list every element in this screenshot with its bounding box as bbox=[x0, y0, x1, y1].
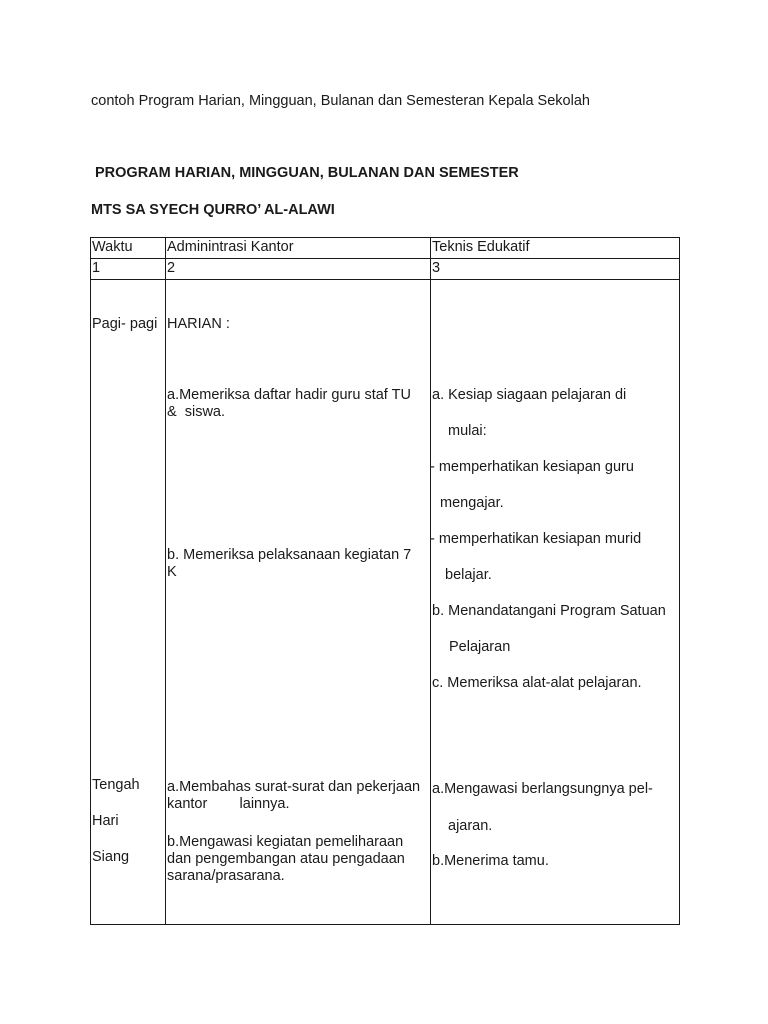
header-teknis: Teknis Edukatif bbox=[432, 239, 530, 255]
intro-text: contoh Program Harian, Mingguan, Bulanan dan Semesteran Kepala Sekolah bbox=[91, 93, 590, 109]
teknis-c-line1: c. Memeriksa alat-alat pelajaran. bbox=[432, 675, 642, 691]
admin-siang-a-line2: kantor lainnya. bbox=[167, 796, 290, 812]
admin-siang-a-line1: a.Membahas surat-surat dan pekerjaan bbox=[167, 779, 421, 795]
teknis-a-line3: - memperhatikan kesiapan guru bbox=[430, 459, 634, 475]
teknis-a-line6: belajar. bbox=[445, 567, 492, 583]
waktu-siang: Siang bbox=[92, 849, 130, 865]
admin-item-b-line1: b. Memeriksa pelaksanaan kegiatan 7 bbox=[167, 547, 412, 563]
teknis-a-line1: a. Kesiap siagaan pelajaran di bbox=[432, 387, 627, 403]
number-col-3: 3 bbox=[432, 260, 441, 276]
admin-item-a-line1: a.Memeriksa daftar hadir guru staf TU bbox=[167, 387, 411, 403]
waktu-pagi: Pagi- pagi bbox=[92, 316, 158, 332]
teknis-siang-a-line1: a.Mengawasi berlangsungnya pel- bbox=[432, 781, 653, 797]
waktu-tengah: Tengah bbox=[92, 777, 140, 793]
waktu-hari: Hari bbox=[92, 813, 119, 829]
row-divider-header bbox=[91, 258, 679, 259]
school-name: MTS SA SYECH QURRO’ AL-ALAWI bbox=[91, 202, 335, 218]
document-title: PROGRAM HARIAN, MINGGUAN, BULANAN DAN SEMESTER bbox=[95, 165, 519, 181]
teknis-a-line5: - memperhatikan kesiapan murid bbox=[430, 531, 642, 547]
header-administrasi: Adminintrasi Kantor bbox=[167, 239, 294, 255]
teknis-a-line4: mengajar. bbox=[440, 495, 504, 511]
teknis-b-line1: b. Menandatangani Program Satuan bbox=[432, 603, 666, 619]
admin-item-a-line2: & siswa. bbox=[167, 404, 226, 420]
admin-harian-heading: HARIAN : bbox=[167, 316, 230, 332]
teknis-a-line2: mulai: bbox=[448, 423, 487, 439]
teknis-siang-a-line2: ajaran. bbox=[448, 818, 493, 834]
admin-item-b-line2: K bbox=[167, 564, 177, 580]
admin-siang-b-line1: b.Mengawasi kegiatan pemeliharaan bbox=[167, 834, 404, 850]
teknis-b-line2: Pelajaran bbox=[449, 639, 511, 655]
admin-siang-b-line3: sarana/prasarana. bbox=[167, 868, 285, 884]
teknis-siang-b-line1: b.Menerima tamu. bbox=[432, 853, 549, 869]
header-waktu: Waktu bbox=[92, 239, 133, 255]
number-col-1: 1 bbox=[92, 260, 101, 276]
program-table bbox=[90, 237, 680, 925]
col-divider-2 bbox=[430, 238, 431, 924]
number-col-2: 2 bbox=[167, 260, 176, 276]
row-divider-numbers bbox=[91, 279, 679, 280]
admin-siang-b-line2: dan pengembangan atau pengadaan bbox=[167, 851, 405, 867]
col-divider-1 bbox=[165, 238, 166, 924]
